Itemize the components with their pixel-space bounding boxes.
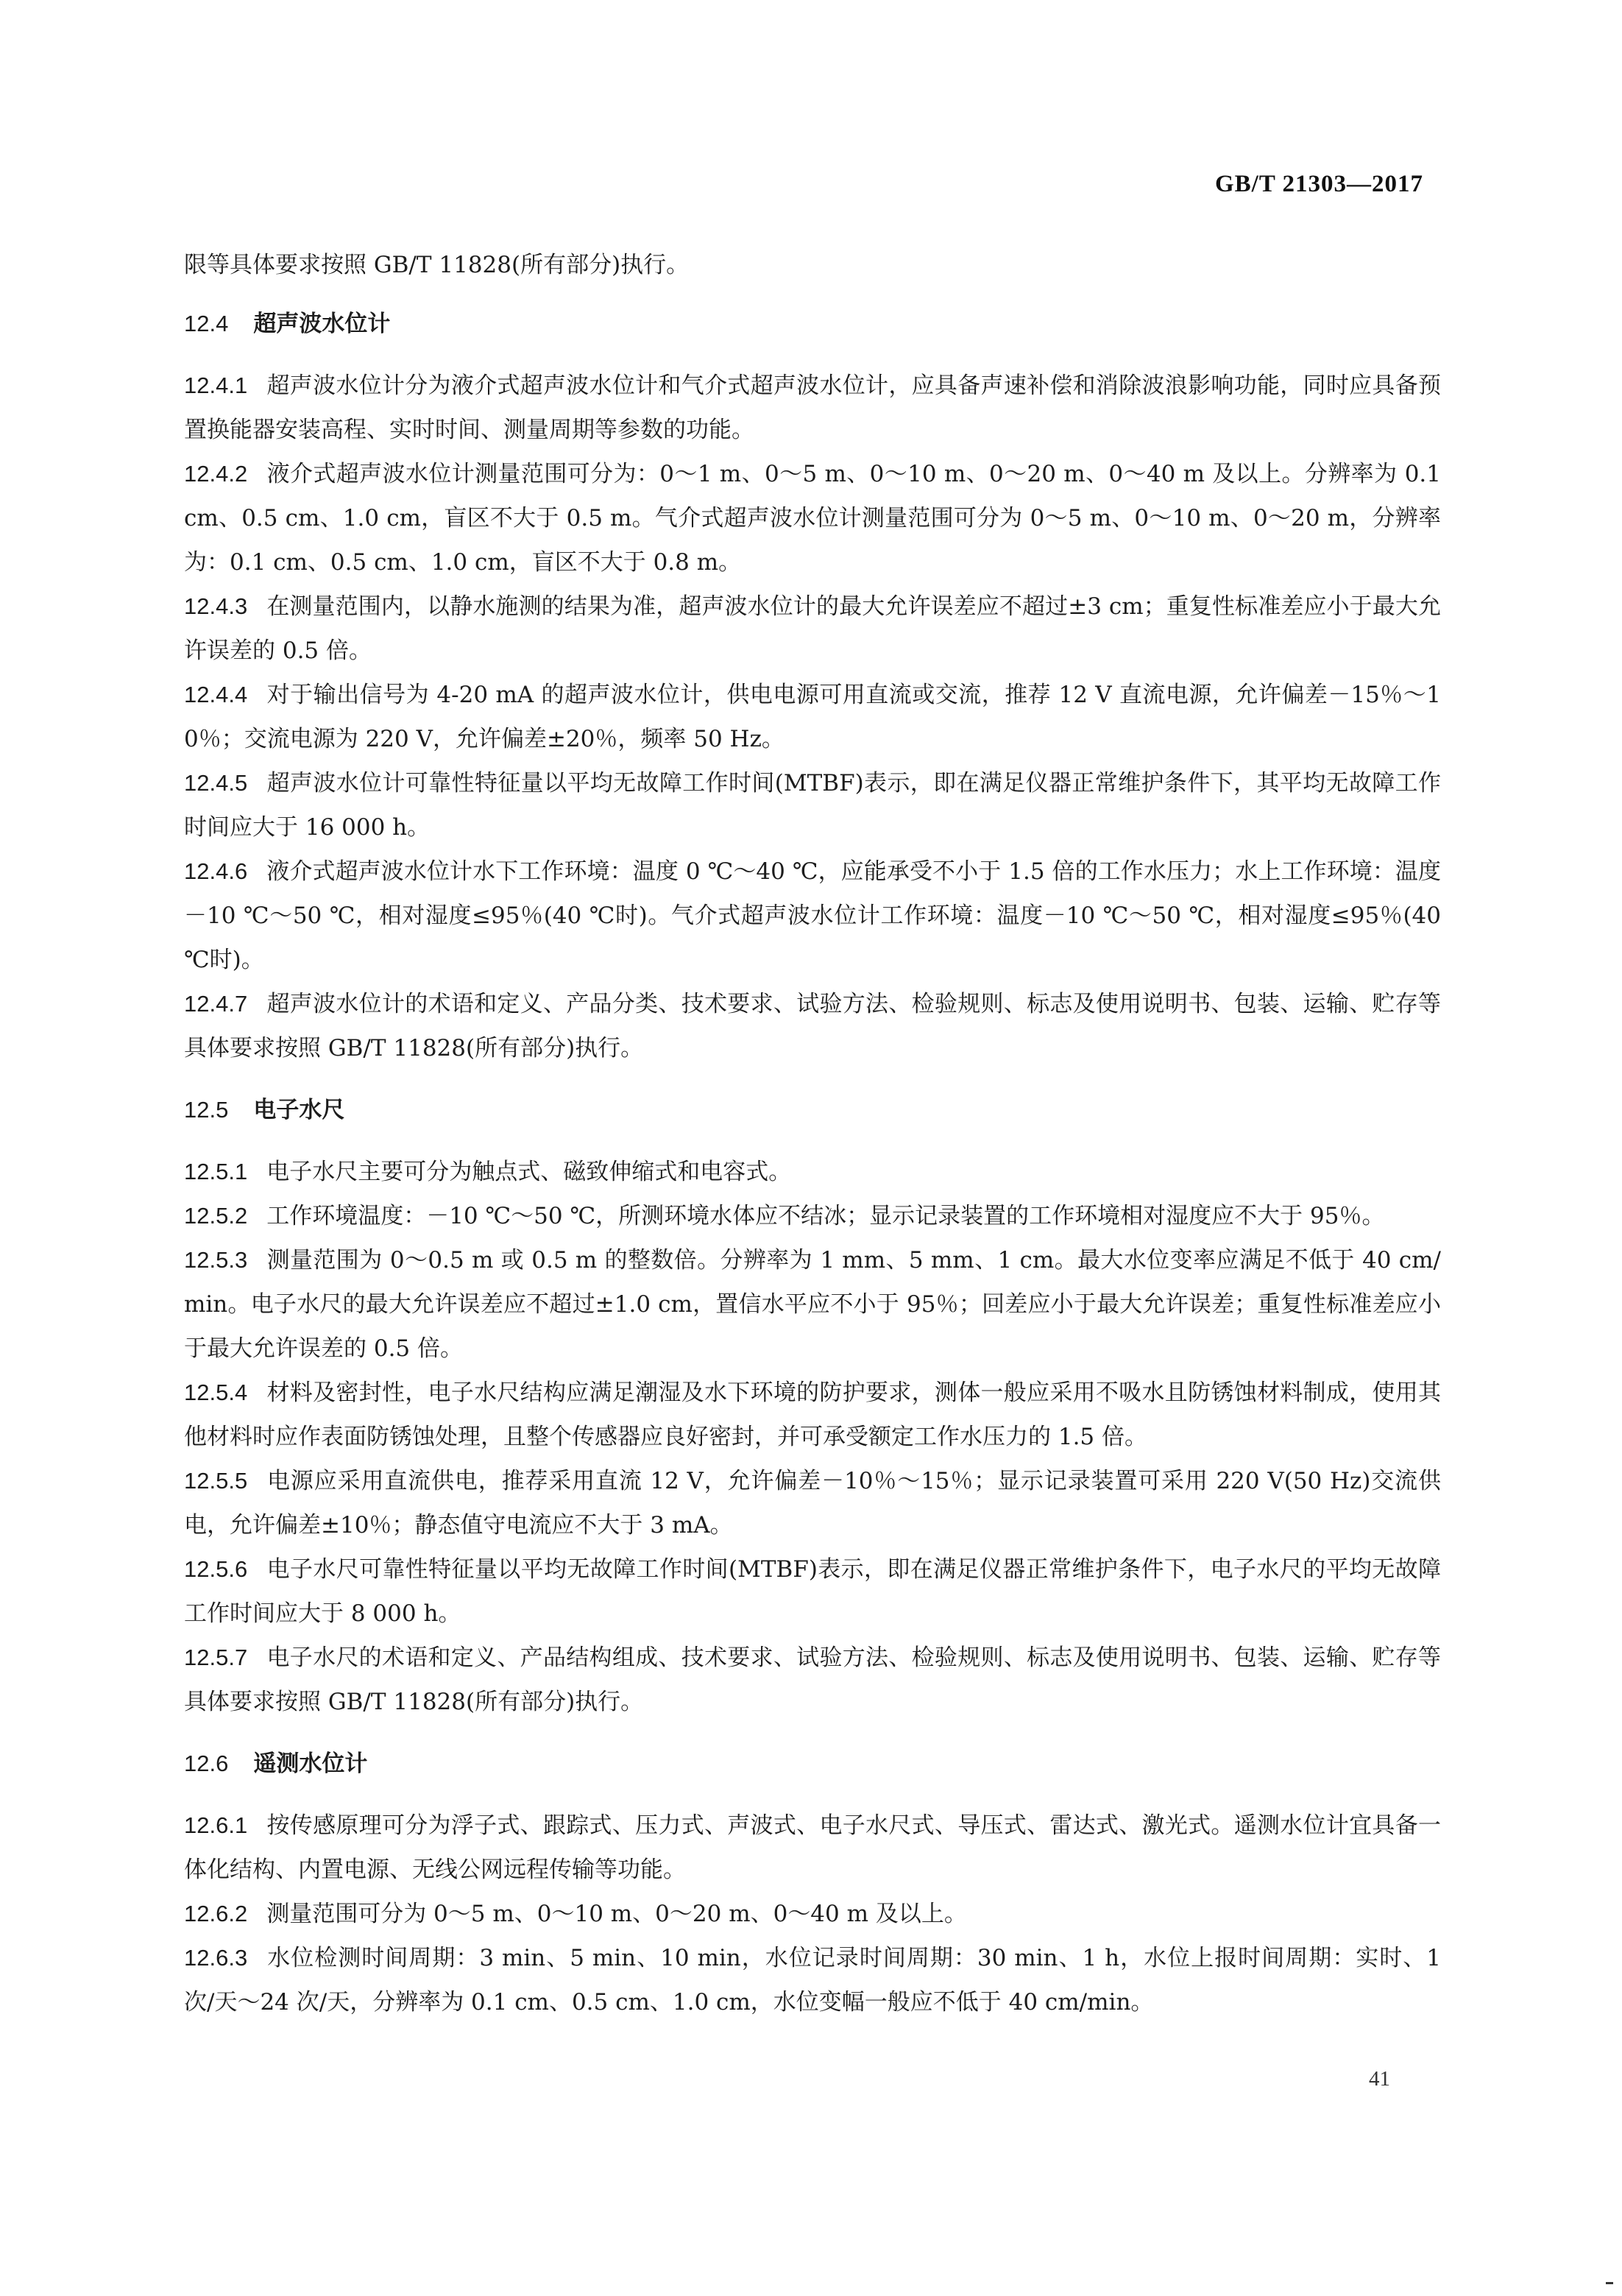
clause-12-4-6	[184, 849, 1441, 982]
clause-number: 12.4.1	[184, 372, 248, 398]
clause-12-5-2	[184, 1194, 1441, 1238]
clause-12-4-5	[184, 761, 1441, 849]
clause-12-5-6	[184, 1547, 1441, 1636]
clause-12-5-1	[184, 1150, 1441, 1194]
clause-number: 12.5.6	[184, 1556, 248, 1582]
clause-number: 12.4.5	[184, 770, 248, 796]
clause-12-5-5	[184, 1459, 1441, 1547]
clause-number: 12.4.3	[184, 593, 248, 619]
section-number: 12.4	[184, 311, 229, 336]
clause-text: 水位检测时间周期：3 min、5 min、10 min，水位记录时间周期：30 min、1 h，水位上报时间周期：实时、1 次/天～24 次/天，分辨率为 0.1 cm、0.5 cm、1.0 cm，水位变幅一般应不低于 40 cm/min。	[184, 1945, 1441, 2016]
clause-text: 电子水尺的术语和定义、产品结构组成、技术要求、试验方法、检验规则、标志及使用说明书、包装、运输、贮存等具体要求按照 GB/T 11828(所有部分)执行。	[184, 1645, 1441, 1715]
clause-text: 测量范围可分为 0～5 m、0～10 m、0～20 m、0～40 m 及以上。	[266, 1901, 967, 1927]
clause-number: 12.5.1	[184, 1159, 248, 1184]
clause-text: 测量范围为 0～0.5 m 或 0.5 m 的整数倍。分辨率为 1 mm、5 mm、1 cm。最大水位变率应满足不低于 40 cm/min。电子水尺的最大允许误差应不超过±1.0 cm，置信水平应不小于 95％；回差应小于最大允许误差；重复性标准差应小于最大允许误差的 0.5 倍。	[184, 1247, 1441, 1362]
clause-text: 电子水尺可靠性特征量以平均无故障工作时间(MTBF)表示，即在满足仪器正常维护条件下，电子水尺的平均无故障工作时间应大于 8 000 h。	[184, 1556, 1441, 1627]
clause-12-4-3	[184, 584, 1441, 673]
scan-corner-mark	[1606, 2282, 1613, 2284]
section-number: 12.6	[184, 1751, 229, 1776]
clause-12-5-3	[184, 1238, 1441, 1371]
intro-paragraph: 限等具体要求按照 GB/T 11828(所有部分)执行。	[184, 252, 690, 278]
section-heading-12-6	[184, 1742, 1441, 1786]
clause-text: 电子水尺主要可分为触点式、磁致伸缩式和电容式。	[266, 1159, 792, 1185]
clause-number: 12.6.3	[184, 1945, 248, 1971]
clause-text: 材料及密封性，电子水尺结构应满足潮湿及水下环境的防护要求，测体一般应采用不吸水且防锈蚀材料制成，使用其他材料时应作表面防锈蚀处理，且整个传感器应良好密封，并可承受额定工作水压力的 1.5 倍。	[184, 1380, 1441, 1450]
clause-number: 12.4.4	[184, 682, 248, 707]
document-body	[184, 243, 1441, 2024]
clause-12-6-3	[184, 1936, 1441, 2024]
clause-12-6-2	[184, 1892, 1441, 1936]
clause-number: 12.5.4	[184, 1380, 248, 1405]
clause-12-4-1	[184, 364, 1441, 452]
clause-12-4-2	[184, 452, 1441, 584]
section-title: 超声波水位计	[253, 311, 391, 337]
clause-number: 12.4.2	[184, 461, 248, 487]
clause-number: 12.4.7	[184, 991, 248, 1017]
page-number: 41	[1369, 2067, 1390, 2091]
clause-12-4-4	[184, 673, 1441, 761]
section-title: 电子水尺	[253, 1097, 345, 1123]
clause-text: 电源应采用直流供电，推荐采用直流 12 V，允许偏差－10％～15％；显示记录装置可采用 220 V(50 Hz)交流供电，允许偏差±10％；静态值守电流应不大于 3 mA。	[184, 1468, 1441, 1539]
clause-number: 12.5.2	[184, 1203, 248, 1229]
clause-text: 按传感原理可分为浮子式、跟踪式、压力式、声波式、电子水尺式、导压式、雷达式、激光式。遥测水位计宜具备一体化结构、内置电源、无线公网远程传输等功能。	[184, 1812, 1441, 1883]
section-title: 遥测水位计	[253, 1751, 368, 1777]
clause-text: 在测量范围内，以静水施测的结果为准，超声波水位计的最大允许误差应不超过±3 cm；重复性标准差应小于最大允许误差的 0.5 倍。	[184, 593, 1441, 664]
clause-number: 12.5.3	[184, 1247, 248, 1273]
clause-12-4-7	[184, 982, 1441, 1070]
clause-number: 12.4.6	[184, 858, 248, 884]
clause-text: 液介式超声波水位计水下工作环境：温度 0 ℃～40 ℃，应能承受不小于 1.5 倍的工作水压力；水上工作环境：温度－10 ℃～50 ℃，相对湿度≤95％(40 ℃时)。气介式超声波水位计工作环境：温度－10 ℃～50 ℃，相对湿度≤95％(40 ℃时)。	[184, 858, 1441, 973]
clause-text: 液介式超声波水位计测量范围可分为：0～1 m、0～5 m、0～10 m、0～20 m、0～40 m 及以上。分辨率为 0.1 cm、0.5 cm、1.0 cm，盲区不大于 0.5 m。气介式超声波水位计测量范围可分为 0～5 m、0～10 m、0～20 m，分辨率为：0.1 cm、0.5 cm、1.0 cm，盲区不大于 0.8 m。	[184, 461, 1441, 576]
clause-number: 12.6.1	[184, 1812, 248, 1838]
clause-text: 超声波水位计可靠性特征量以平均无故障工作时间(MTBF)表示，即在满足仪器正常维护条件下，其平均无故障工作时间应大于 16 000 h。	[184, 770, 1441, 841]
clause-text: 对于输出信号为 4-20 mA 的超声波水位计，供电电源可用直流或交流，推荐 12 V 直流电源，允许偏差－15％～10％；交流电源为 220 V，允许偏差±20％，频率 50 Hz。	[184, 682, 1441, 752]
clause-text: 超声波水位计的术语和定义、产品分类、技术要求、试验方法、检验规则、标志及使用说明书、包装、运输、贮存等具体要求按照 GB/T 11828(所有部分)执行。	[184, 991, 1441, 1062]
clause-number: 12.5.7	[184, 1645, 248, 1670]
section-number: 12.5	[184, 1097, 229, 1123]
clause-text: 工作环境温度：－10 ℃～50 ℃，所测环境水体应不结冰；显示记录装置的工作环境相对湿度应不大于 95％。	[266, 1203, 1385, 1229]
clause-number: 12.5.5	[184, 1468, 248, 1494]
section-heading-12-5	[184, 1088, 1441, 1132]
section-heading-12-4	[184, 302, 1441, 346]
standard-code-header: GB/T 21303—2017	[1214, 171, 1423, 197]
clause-number: 12.6.2	[184, 1901, 248, 1926]
clause-12-6-1	[184, 1804, 1441, 1892]
clause-12-5-7	[184, 1636, 1441, 1724]
clause-text: 超声波水位计分为液介式超声波水位计和气介式超声波水位计，应具备声速补偿和消除波浪影响功能，同时应具备预置换能器安装高程、实时时间、测量周期等参数的功能。	[184, 372, 1441, 443]
clause-12-5-4	[184, 1371, 1441, 1459]
